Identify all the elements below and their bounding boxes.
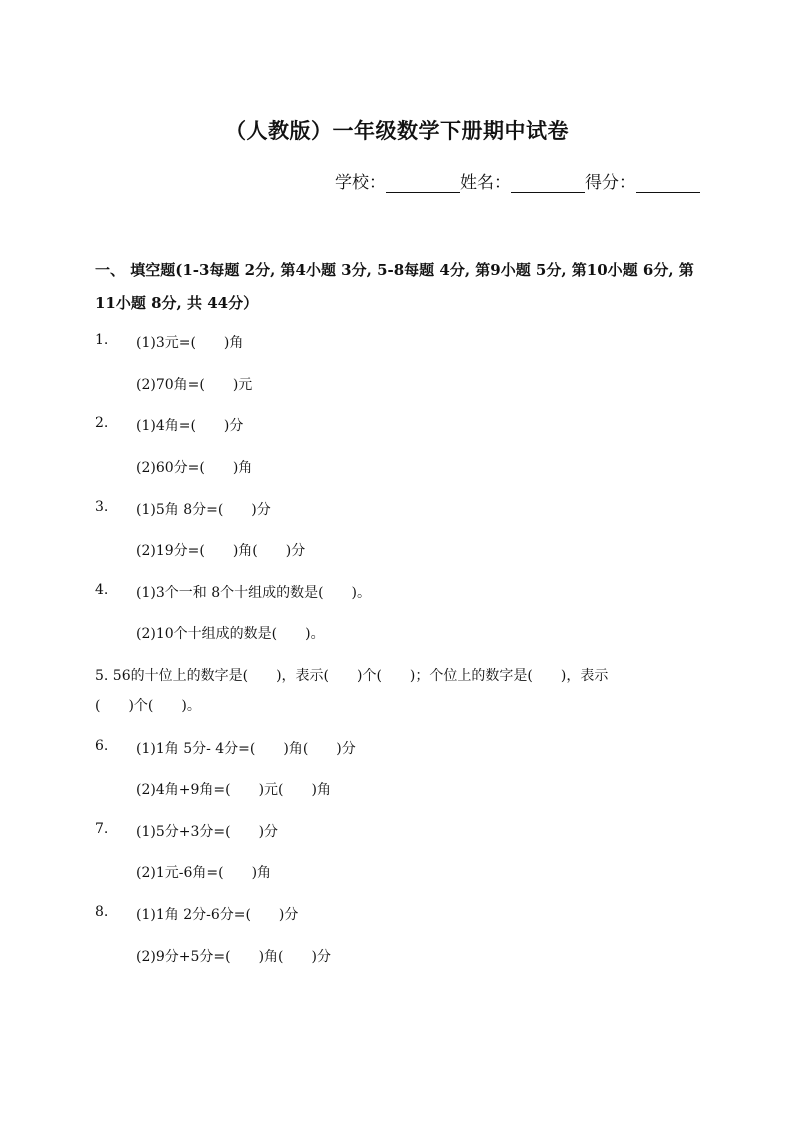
question-part: (1)1角 2分-6分=( )分 [136, 907, 299, 923]
question-number: 2. [95, 415, 109, 431]
score-blank[interactable] [636, 172, 700, 193]
question-part: (1)4角=( )分 [136, 418, 244, 434]
name-label: 姓名： [460, 173, 511, 193]
question-number: 1. [95, 332, 109, 348]
question-part: (2)4角+9角=( )元( )角 [136, 782, 331, 798]
question-part: (2)19分=( )角( )分 [136, 543, 306, 559]
question-number: 6. [95, 738, 109, 754]
score-label: 得分： [585, 173, 636, 193]
question-part: (2)70角=( )元 [136, 377, 253, 393]
question-part: (1)3个一和 8个十组成的数是( )。 [136, 585, 372, 601]
school-blank[interactable] [386, 172, 460, 193]
question-part: (2)10个十组成的数是( )。 [136, 626, 325, 642]
school-label: 学校： [335, 173, 386, 193]
question-part: (1)5分+3分=( )分 [136, 824, 279, 840]
question-number: 8. [95, 904, 109, 920]
student-info-line [335, 168, 700, 193]
question-number: 7. [95, 821, 109, 837]
question-part: (2)60分=( )角 [136, 460, 253, 476]
name-blank[interactable] [511, 172, 585, 193]
question-part: (2)9分+5分=( )角( )分 [136, 949, 331, 965]
question-part: (1)3元=( )角 [136, 335, 244, 351]
question-line: 5. 56的十位上的数字是( )，表示( )个( )；个位上的数字是( )，表示 [95, 668, 609, 684]
question-part: (1)1角 5分- 4分=( )角( )分 [136, 741, 356, 757]
page-title: （人教版）一年级数学下册期中试卷 [225, 118, 569, 143]
question-number: 4. [95, 582, 109, 598]
question-part: (2)1元-6角=( )角 [136, 865, 272, 881]
question-number: 3. [95, 499, 109, 515]
section-heading: 一、 填空题(1-3每题 2分, 第4小题 3分, 5-8每题 4分, 第9小题 5分, 第10小题 6分, 第11小题 8分, 共 44分） [95, 261, 694, 312]
question-line: ( )个( )。 [95, 698, 201, 714]
question-part: (1)5角 8分=( )分 [136, 502, 271, 518]
